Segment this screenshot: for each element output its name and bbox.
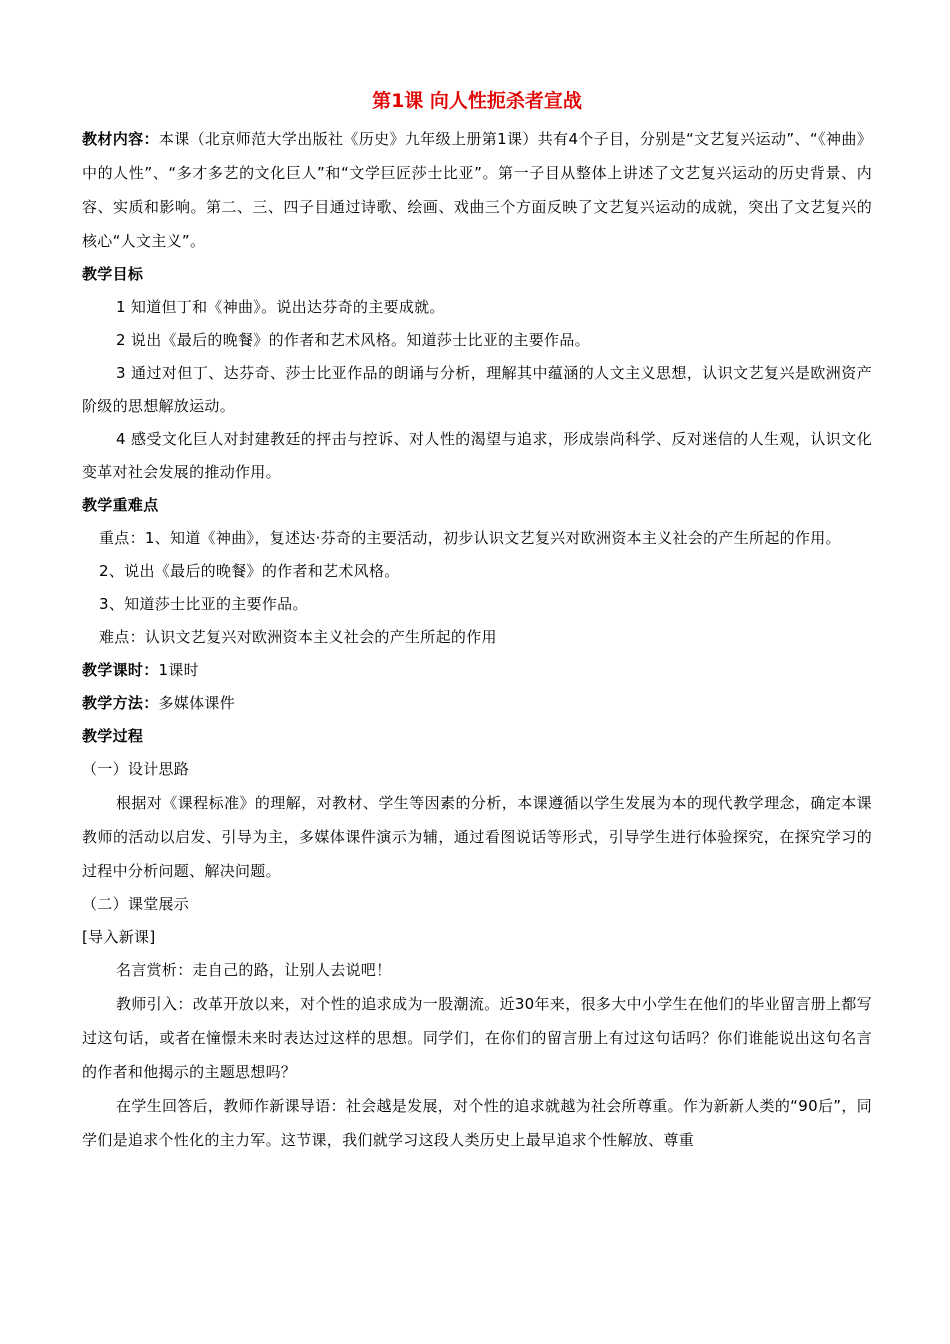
quote-line: 名言赏析：走自己的路，让别人去说吧！ bbox=[116, 961, 392, 979]
document-page bbox=[82, 86, 872, 1157]
method-label: 教学方法： bbox=[82, 694, 159, 712]
section1-text: 根据对《课程标准》的理解，对教材、学生等因素的分析，本课遵循以学生发展为本的现代教学理念，确定本课教师的活动以启发、引导为主，多媒体课件演示为辅，通过看图说话等形式，引导学生进行体验探究，在探究学习的过程中分析问题、解决问题。 bbox=[82, 794, 872, 880]
after-answer-paragraph: 在学生回答后，教师作新课导语：社会越是发展，对个性的追求就越为社会所尊重。作为新新人类的“90后”，同学们是追求个性化的主力军。这节课，我们就学习这段人类历史上最早追求个性解放、尊重 bbox=[82, 1097, 872, 1149]
objective-item-3: 3 通过对但丁、达芬奇、莎士比亚作品的朗诵与分析，理解其中蕴涵的人文主义思想，认识文艺复兴是欧洲资产阶级的思想解放运动。 bbox=[82, 364, 872, 415]
key-point-item-4: 难点：认识文艺复兴对欧洲资本主义社会的产生所起的作用 bbox=[99, 628, 497, 646]
page-title: 第1课 向人性扼杀者宣战 bbox=[372, 90, 582, 112]
method-line bbox=[82, 687, 872, 720]
content-label: 教材内容： bbox=[82, 130, 159, 148]
objective-item-4: 4 感受文化巨人对封建教廷的抨击与控诉、对人性的渴望与追求，形成崇尚科学、反对迷信的人生观，认识文化变革对社会发展的推动作用。 bbox=[82, 430, 872, 481]
section1-title: （一）设计思路 bbox=[82, 760, 190, 778]
hours-label: 教学课时： bbox=[82, 661, 159, 679]
method-value: 多媒体课件 bbox=[158, 694, 236, 712]
hours-line bbox=[82, 654, 872, 687]
key-point-item-1: 重点：1、知道《神曲》，复述达·芬奇的主要活动，初步认识文艺复兴对欧洲资本主义社会的产生所起的作用。 bbox=[99, 529, 841, 547]
objective-item-2: 2 说出《最后的晚餐》的作者和艺术风格。知道莎士比亚的主要作品。 bbox=[116, 331, 590, 349]
key-points-heading: 教学重难点 bbox=[82, 496, 159, 514]
intro-title: [导入新课] bbox=[82, 928, 156, 946]
teacher-intro-paragraph: 教师引入：改革开放以来，对个性的追求成为一股潮流。近30年来，很多大中小学生在他们的毕业留言册上都写过这句话，或者在憧憬未来时表达过这样的思想。同学们，在你们的留言册上有过这句话吗？你们谁能说出这句名言的作者和他揭示的主题思想吗？ bbox=[82, 995, 872, 1081]
hours-value: 1课时 bbox=[158, 661, 199, 679]
key-point-item-3: 3、知道莎士比亚的主要作品。 bbox=[99, 595, 308, 613]
objectives-heading: 教学目标 bbox=[82, 265, 144, 283]
objective-item-1: 1 知道但丁和《神曲》。说出达芬奇的主要成就。 bbox=[116, 298, 445, 316]
process-heading: 教学过程 bbox=[82, 727, 144, 745]
key-point-item-2: 2、说出《最后的晚餐》的作者和艺术风格。 bbox=[99, 562, 400, 580]
content-text: 本课（北京师范大学出版社《历史》九年级上册第1课）共有4个子目，分别是“文艺复兴运动”、“《神曲》中的人性”、“多才多艺的文化巨人”和“文学巨匠莎士比亚”。第一子目从整体上讲述了文艺复兴运动的历史背景、内容、实质和影响。第二、三、四子目通过诗歌、绘画、戏曲三个方面反映了文艺复兴运动的成就，突出了文艺复兴的核心“人文主义”。 bbox=[82, 130, 872, 250]
content-paragraph bbox=[82, 122, 872, 258]
section2-title: （二）课堂展示 bbox=[82, 895, 190, 913]
